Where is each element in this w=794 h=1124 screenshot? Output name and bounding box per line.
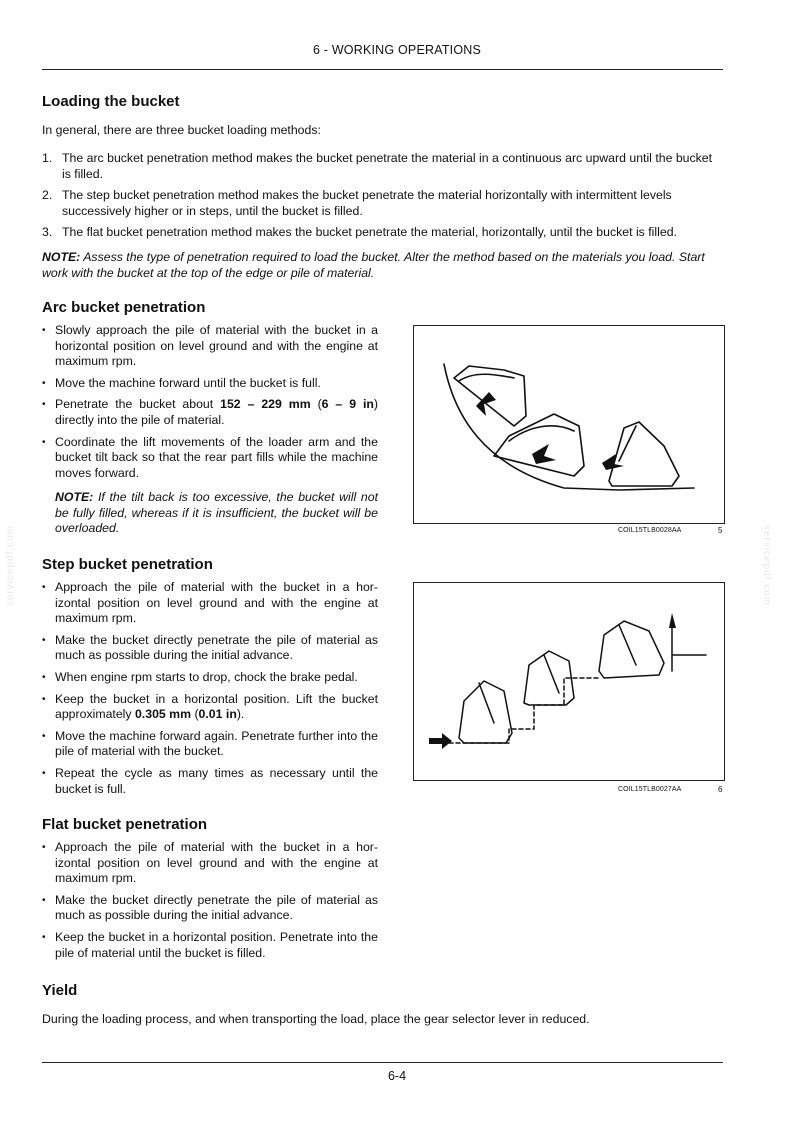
section-title-step: Step bucket penetration <box>42 556 213 573</box>
note-label: NOTE: <box>55 490 94 504</box>
text-run: ). <box>236 707 245 722</box>
list-item: • Move the machine forward until the bucket is full. <box>42 376 378 392</box>
measurement-mm: 0.305 mm <box>134 707 192 722</box>
note-text: Assess the type of penetration required to load the bucket. Alter the method based on the materials you load. Start work with the bucket at the top of the edge or pile of material. <box>42 250 705 280</box>
list-item: • Approach the pile of material with the bucket in a hor- izontal position on level ground and with the engine at maximum rpm. <box>42 840 378 887</box>
figure-code: COIL15TLB0028AA <box>618 527 682 534</box>
section-title-yield: Yield <box>42 982 78 999</box>
list-item <box>42 397 378 428</box>
figure-number: 5 <box>718 526 723 535</box>
loading-note <box>42 250 724 281</box>
measurement-in: 6 – 9 in <box>321 397 374 412</box>
arc-penetration-illustration <box>414 326 724 523</box>
footer-rule <box>42 1062 723 1063</box>
list-item: • Keep the bucket in a horizontal position. Penetrate into the pile of material until the bucket is filled. <box>42 930 378 961</box>
list-item: • Repeat the cycle as many times as necessary until the bucket is full. <box>42 766 378 797</box>
page-number: 6-4 <box>387 1069 407 1083</box>
list-item: • Move the machine forward again. Penetrate further into the pile of material with the bucket. <box>42 729 378 760</box>
list-item: • Make the bucket directly penetrate the pile of material as much as possible during the initial advance. <box>42 633 378 664</box>
flat-bullet-list <box>42 840 378 967</box>
measurement-in: 0.01 in <box>198 707 237 722</box>
measurement-mm: 152 – 229 mm <box>220 397 311 412</box>
list-item-number: 3. <box>42 225 53 240</box>
header-rule <box>42 69 723 70</box>
note-text: If the tilt back is too excessive, the bucket will not be fully filled, whereas if it is insufficient, the bucket will be overloaded. <box>55 490 378 536</box>
step-bullet-list <box>42 580 378 803</box>
loading-methods-list <box>42 151 724 247</box>
arc-note <box>55 490 378 537</box>
list-item-text: The step bucket penetration method makes the bucket penetrate the material horizontally with intermittent levels successively higher or in steps, until the bucket is filled. <box>62 188 672 218</box>
list-item: • Approach the pile of material with the bucket in a hor- izontal position on level ground and with the engine at maximum rpm. <box>42 580 378 627</box>
text-run: ) directly into the pile of material. <box>55 397 378 427</box>
figure-number: 6 <box>718 785 723 794</box>
text-run: ( <box>310 397 322 412</box>
section-title-arc: Arc bucket penetration <box>42 299 206 316</box>
figure-code: COIL15TLB0027AA <box>618 786 682 793</box>
step-penetration-illustration <box>414 583 724 780</box>
list-item-number: 2. <box>42 188 53 203</box>
loading-intro: In general, there are three bucket loading methods: <box>42 123 321 137</box>
list-item <box>42 692 378 723</box>
list-item: • Coordinate the lift movements of the loader arm and the bucket tilt back so that the rear part fills while the machine moves forward. <box>42 435 378 482</box>
list-item <box>42 151 724 182</box>
arc-bullet-list <box>42 323 378 487</box>
section-title-flat: Flat bucket penetration <box>42 816 208 833</box>
text-run: Keep the bucket in a horizontal position. Lift the bucket approximately <box>55 691 378 722</box>
yield-text: During the loading process, and when transporting the load, place the gear selector lever in reduced. <box>42 1012 590 1026</box>
running-header: 6 - WORKING OPERATIONS <box>312 43 482 57</box>
list-item-text: The arc bucket penetration method makes the bucket penetrate the material in a continuous arc upward until the bucket is filled. <box>62 151 713 181</box>
section-title-loading: Loading the bucket <box>42 93 180 110</box>
figure-step-penetration <box>413 582 725 781</box>
list-item: • When engine rpm starts to drop, chock the brake pedal. <box>42 670 378 686</box>
list-item: • Make the bucket directly penetrate the pile of material as much as possible during the initial advance. <box>42 893 378 924</box>
list-item-text: The flat bucket penetration method makes the bucket penetrate the material, horizontally, until the bucket is filled. <box>62 225 677 240</box>
list-item <box>42 225 724 241</box>
figure-arc-penetration <box>413 325 725 524</box>
text-run: ( <box>191 707 199 722</box>
watermark-right: servicepdf.com <box>761 524 773 607</box>
watermark-left: servicepdf.com <box>5 524 17 607</box>
text-run: Penetrate the bucket about <box>55 397 221 412</box>
list-item-number: 1. <box>42 151 53 165</box>
list-item <box>42 188 724 219</box>
list-item: • Slowly approach the pile of material with the bucket in a horizontal position on level ground and with the engine at maximum rpm. <box>42 323 378 370</box>
note-label: NOTE: <box>42 250 81 264</box>
